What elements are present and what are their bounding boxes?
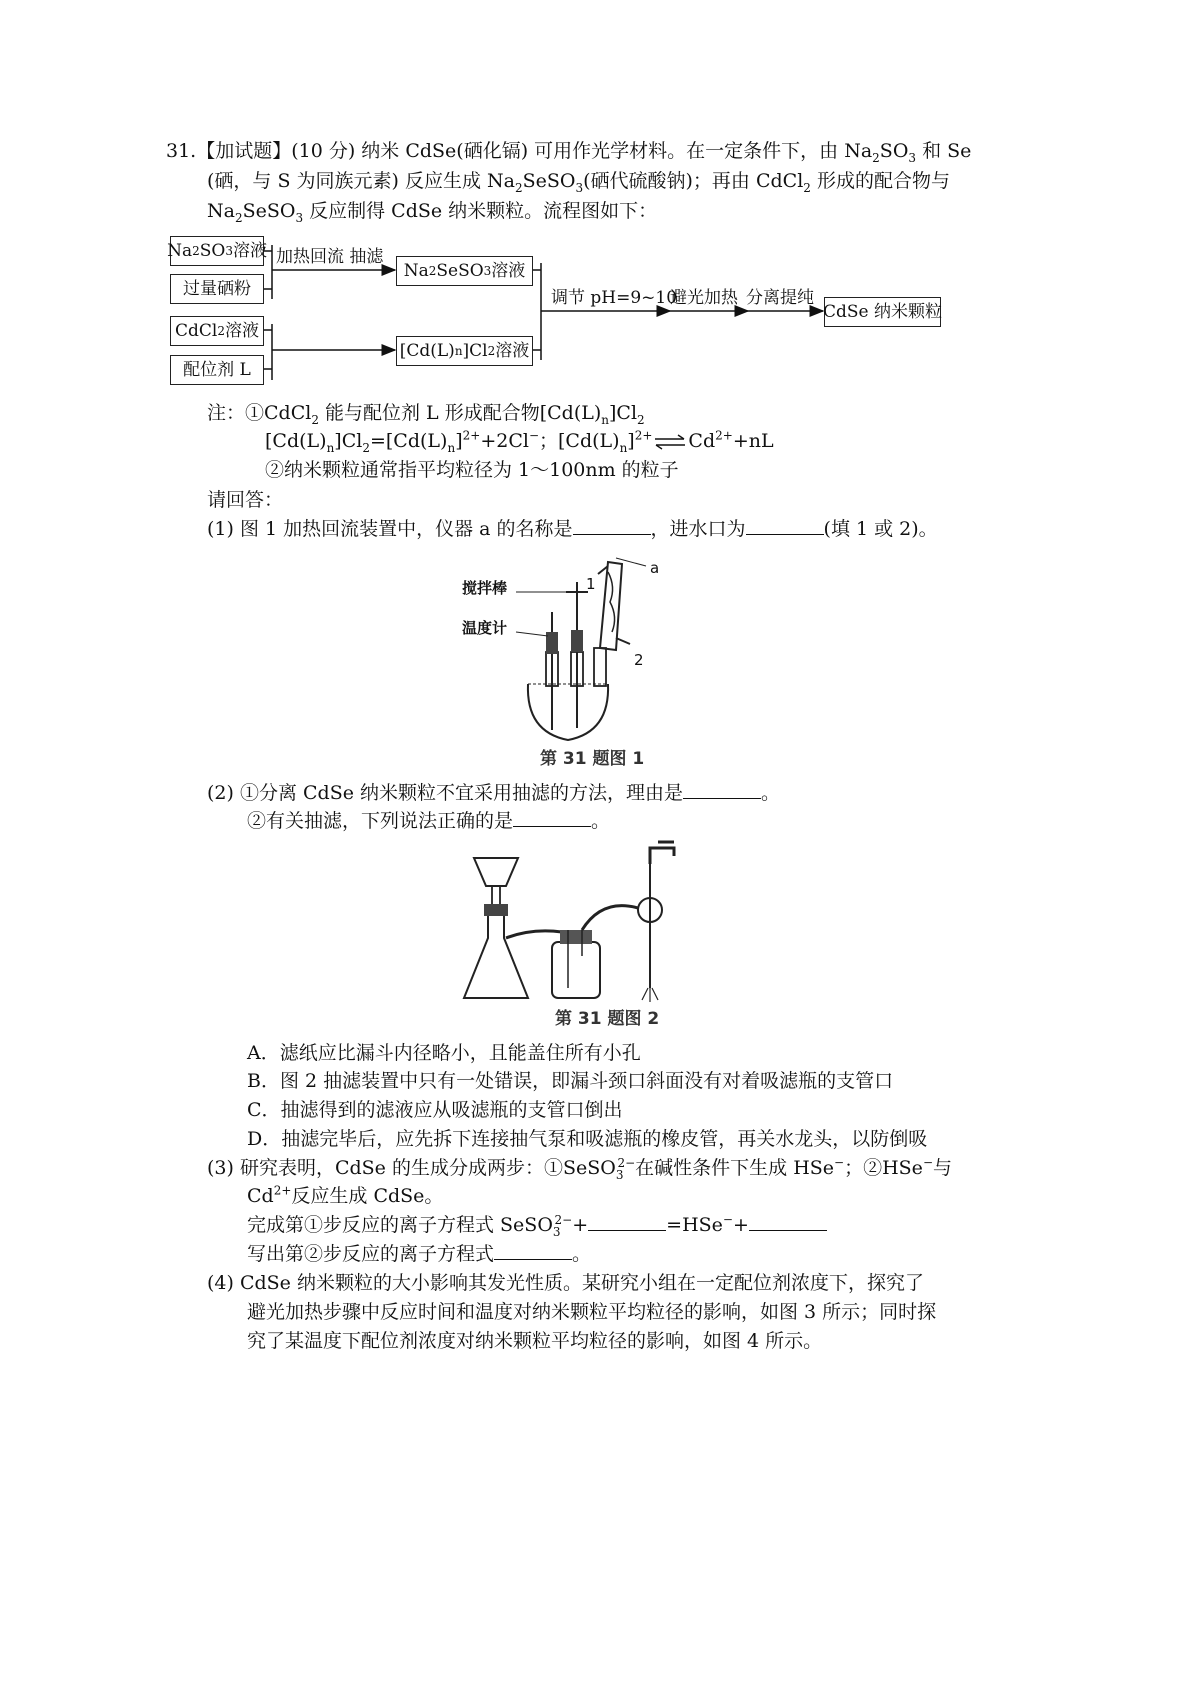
answer-blank[interactable]: [746, 516, 824, 535]
note-1: 注：①CdCl$_2$ 能与配位剂 L 形成配合物$[Cd(L)_n]Cl_2$: [207, 402, 645, 427]
question-31-intro-line1: 31.【加试题】(10 分) 纳米 CdSe(硒化镉) 可用作光学材料。在一定条件下，由 $Na_2SO_3$ 和 Se: [166, 140, 972, 165]
answer-blank[interactable]: [683, 780, 761, 799]
flow-step-adjust-ph: 调节 pH=9~10: [551, 288, 678, 308]
flow-box-selenium-powder: 过量硒粉: [170, 274, 264, 304]
figure-2-suction-filtration: [462, 838, 702, 1018]
question-3-line2: $Cd^{2+}$反应生成 CdSe。: [247, 1183, 444, 1207]
option-a: A．滤纸应比漏斗内径略小，且能盖住所有小孔: [247, 1042, 641, 1064]
answer-blank[interactable]: [749, 1212, 827, 1231]
question-2-part-2: ②有关抽滤，下列说法正确的是 。: [247, 810, 611, 832]
flow-box-na2seso3-solution: Na 2 SeSO 3 溶液: [396, 256, 533, 286]
figure-1-label-a: a: [650, 559, 660, 577]
figure-1-label-inlet-1: 1: [586, 575, 596, 593]
question-2-part-1: (2) ①分离 CdSe 纳米颗粒不宜采用抽滤的方法，理由是 。: [207, 782, 781, 804]
figure-2-caption: 第 31 题图 2: [555, 1009, 660, 1029]
answer-prompt: 请回答：: [207, 489, 284, 511]
answer-blank[interactable]: [513, 808, 591, 827]
flow-step-reflux-filtration: 加热回流 抽滤: [276, 247, 384, 267]
question-31-intro-line3: $Na_2SeSO_3$ 反应制得 CdSe 纳米颗粒。流程图如下：: [207, 200, 658, 225]
figure-1-label-thermometer: 温度计: [462, 619, 508, 637]
flow-box-na2so3-solution: Na 2 SO 3 溶液: [170, 236, 264, 266]
flow-box-cdse-nanoparticles: CdSe 纳米颗粒: [824, 297, 941, 327]
question-4-line3: 究了某温度下配位剂浓度对纳米颗粒平均粒径的影响，如图 4 所示。: [247, 1330, 823, 1352]
note-2: ②纳米颗粒通常指平均粒径为 1～100nm 的粒子: [265, 459, 679, 481]
question-3-equation-2: 写出第②步反应的离子方程式 。: [247, 1243, 592, 1265]
option-d: D．抽滤完毕后，应先拆下连接抽气泵和吸滤瓶的橡皮管，再关水龙头，以防倒吸: [247, 1128, 928, 1150]
question-1: (1) 图 1 加热回流装置中，仪器 a 的名称是 ，进水口为 (填 1 或 2)。: [207, 518, 938, 540]
note-1-equation: $[Cd(L)_n]Cl_2=[Cd(L)_n]^{2+}+2Cl^-$；$[Cd(L)_n]^{2+}$ $Cd^{2+}+nL$: [265, 428, 774, 455]
figure-1-caption: 第 31 题图 1: [540, 749, 645, 769]
question-31-intro-line2: (硒，与 S 为同族元素) 反应生成 $Na_2SeSO_3$(硒代硫酸钠)；再由 CdCl$_2$ 形成的配合物与: [207, 170, 950, 195]
question-3-line1: (3) 研究表明，CdSe 的生成分成两步：①SeSO$_3^{2-}$在碱性条件下生成 HSe−；②HSe−与: [207, 1155, 953, 1182]
option-c: C．抽滤得到的滤液应从吸滤瓶的支管口倒出: [247, 1099, 623, 1121]
flow-box-complex-solution: [Cd(L) n ]Cl 2 溶液: [396, 336, 533, 366]
figure-1-label-stirrer: 搅拌棒: [462, 579, 508, 597]
flow-box-ligand-l: 配位剂 L: [170, 355, 264, 385]
answer-blank[interactable]: [588, 1212, 666, 1231]
equilibrium-arrow-icon: [654, 435, 686, 449]
option-b: B．图 2 抽滤装置中只有一处错误，即漏斗颈口斜面没有对着吸滤瓶的支管口: [247, 1070, 894, 1092]
flow-box-cdcl2-solution: CdCl 2 溶液: [170, 316, 264, 346]
answer-blank[interactable]: [573, 516, 651, 535]
flow-step-separation: 分离提纯: [746, 288, 814, 308]
flow-step-dark-heating: 避光加热: [670, 288, 738, 308]
answer-blank[interactable]: [494, 1241, 572, 1260]
figure-1-label-inlet-2: 2: [634, 651, 644, 669]
question-3-equation-1: 完成第①步反应的离子方程式 SeSO$_3^{2-}$+ =HSe−+: [247, 1212, 827, 1238]
question-4-line2: 避光加热步骤中反应时间和温度对纳米颗粒平均粒径的影响，如图 3 所示；同时探: [247, 1301, 937, 1323]
question-4-line1: (4) CdSe 纳米颗粒的大小影响其发光性质。某研究小组在一定配位剂浓度下，探究了: [207, 1272, 924, 1294]
